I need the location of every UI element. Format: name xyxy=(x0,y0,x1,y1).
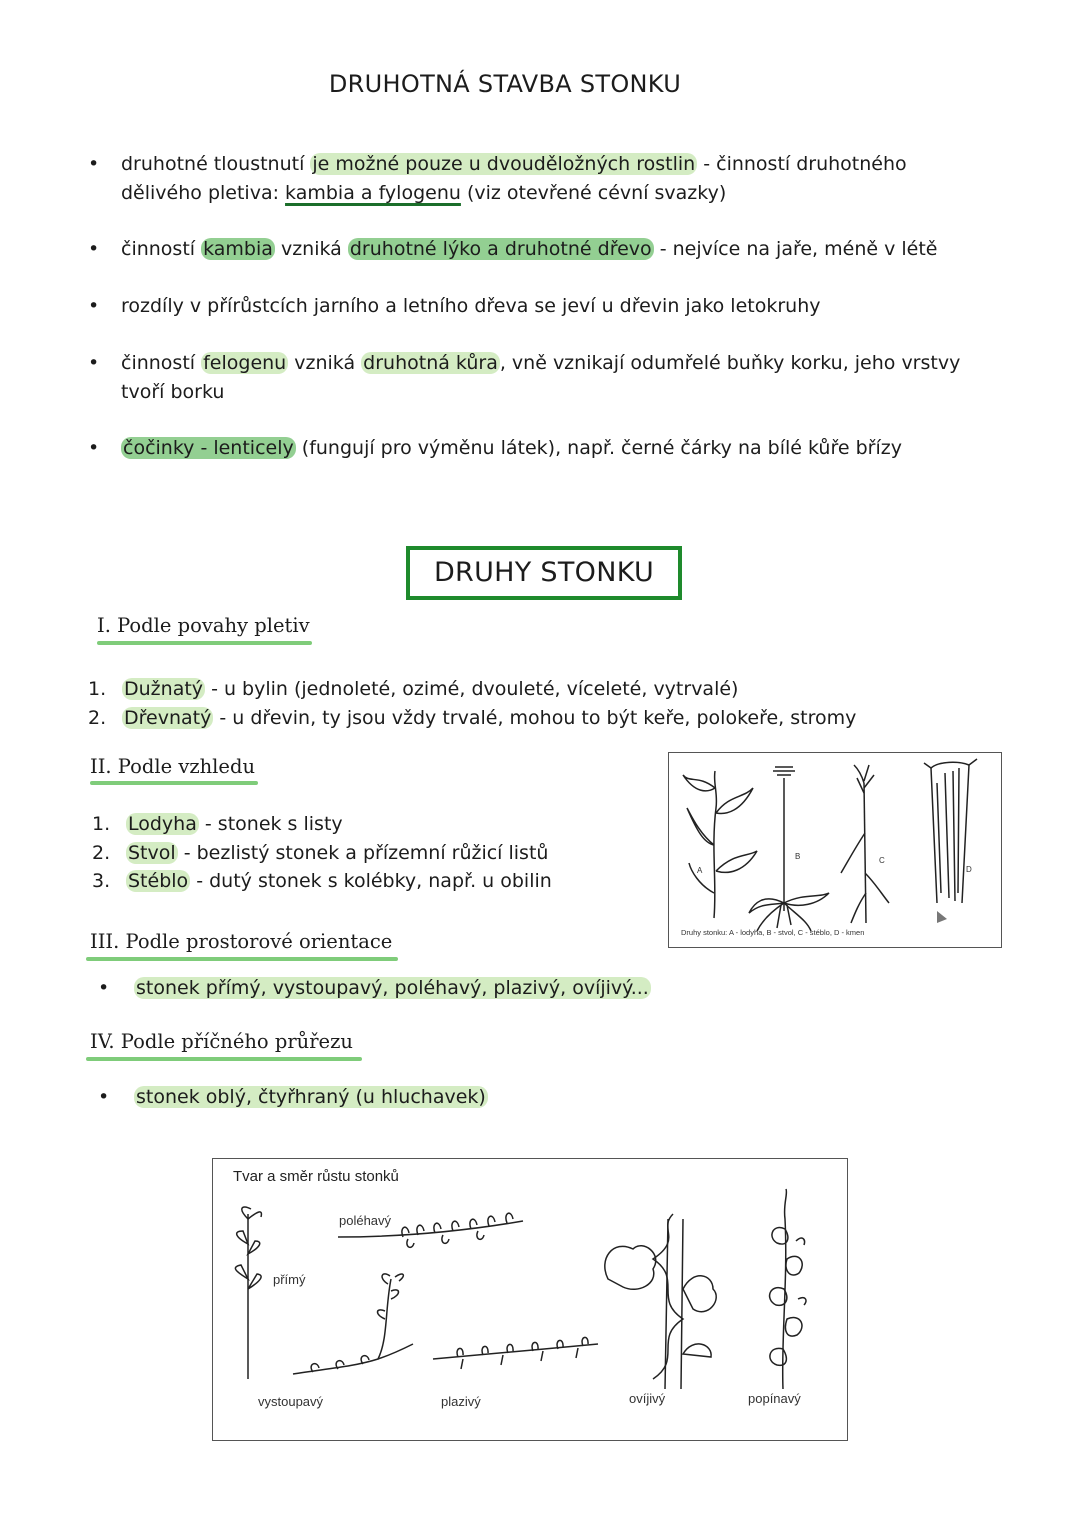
text-segment: , vně vznikají odumřelé buňky korku, jeho vrstvy xyxy=(499,352,961,374)
bullet-dot: • xyxy=(88,352,100,374)
figure-stem-types xyxy=(668,752,1002,948)
stem-types-illustration xyxy=(669,753,1001,947)
bullet-secondary-thickening xyxy=(88,150,1028,208)
growth-direction-illustration xyxy=(213,1159,847,1440)
highlight-druhotna-kura: druhotná kůra xyxy=(363,352,498,374)
text-segment: - nejvíce na jaře, méně v létě xyxy=(653,238,938,260)
heading-appearance: II. Podle vzhledu xyxy=(90,755,255,778)
highlight-lenticely: čočinky - lenticely xyxy=(123,437,294,459)
bullet-cross-section xyxy=(98,1083,1038,1112)
bullet-growth-rings xyxy=(88,292,1028,321)
text-segment: dělivého pletiva: xyxy=(121,182,286,204)
text-segment: vzniká xyxy=(288,352,362,374)
list-item: 3. Stéblo - dutý stonek s kolébky, např. u obilin xyxy=(92,870,552,892)
underline-kambia-fylogenu: kambia a fylogenu xyxy=(285,182,461,204)
bullet-dot: • xyxy=(88,153,100,175)
label-a: A xyxy=(697,866,703,875)
text-segment: tvoří borku xyxy=(121,381,225,403)
heading-orientation: III. Podle prostorové orientace xyxy=(90,930,393,953)
cursor-arrow-icon xyxy=(937,911,947,923)
label-b: B xyxy=(795,852,801,861)
bullet-dot: • xyxy=(98,977,110,999)
bullet-dot: • xyxy=(88,295,100,317)
bullet-phellogen xyxy=(88,349,1028,407)
list-tissue-type xyxy=(88,675,988,732)
list-appearance xyxy=(92,810,652,896)
highlight-orientation: stonek přímý, vystoupavý, poléhavý, plazivý, ovíjivý... xyxy=(136,977,649,999)
highlight-felogenu: felogenu xyxy=(203,352,287,374)
label-d: D xyxy=(966,865,972,874)
label-plazivy: plazivý xyxy=(441,1394,481,1409)
list-item: 1. Lodyha - stonek s listy xyxy=(92,813,343,835)
text-segment: činností xyxy=(121,352,202,374)
text-segment: činností xyxy=(121,238,202,260)
label-ovijivy: ovíjivý xyxy=(629,1391,666,1406)
list-item: 1. Dužnatý - u bylin (jednoleté, ozimé, dvouleté, víceleté, vytrvalé) xyxy=(88,678,739,700)
label-primy: přímý xyxy=(273,1272,306,1287)
term-stvol: Stvol xyxy=(128,841,176,864)
text-segment: - činností druhotného xyxy=(697,153,907,175)
figure-title: Tvar a směr růstu stonků xyxy=(233,1168,399,1185)
section-title-box: DRUHY STONKU xyxy=(406,546,682,600)
bullet-dot: • xyxy=(88,437,100,459)
term-duznaty: Dužnatý xyxy=(124,678,204,700)
text-segment: vzniká xyxy=(274,238,348,260)
figure-caption: Druhy stonku: A - lodyha, B - stvol, C - stéblo, D - kmen xyxy=(681,928,865,937)
page-title: DRUHOTNÁ STAVBA STONKU xyxy=(328,70,682,98)
list-item: 2. Dřevnatý - u dřevin, ty jsou vždy trvalé, mohou to být keře, polokeře, stromy xyxy=(88,706,857,729)
bullet-lenticels xyxy=(88,434,1028,463)
term-lodyha: Lodyha xyxy=(128,813,197,835)
bullet-orientation xyxy=(98,974,1038,1003)
heading-underline xyxy=(97,641,312,645)
term-steblo: Stéblo xyxy=(128,870,189,892)
heading-cross-section: IV. Podle příčného průřezu xyxy=(90,1030,353,1053)
bullet-dot: • xyxy=(88,238,100,260)
text-segment: (fungují pro výměnu látek), např. černé čárky na bílé kůře břízy xyxy=(295,437,902,459)
highlight-kambia: kambia xyxy=(203,238,273,260)
label-vystoupavy: vystoupavý xyxy=(258,1394,324,1409)
label-c: C xyxy=(879,856,885,865)
highlight-phloem-xylem: druhotné lýko a druhotné dřevo xyxy=(349,238,652,260)
term-drevnaty: Dřevnatý xyxy=(124,706,212,729)
highlight-dicots: je možné pouze u dvouděložných rostlin xyxy=(312,153,696,175)
figure-growth-direction xyxy=(212,1158,848,1441)
highlight-cross-section: stonek oblý, čtyřhraný (u hluchavek) xyxy=(136,1086,486,1108)
bullet-dot: • xyxy=(98,1086,110,1108)
bullet-cambium xyxy=(88,235,1028,264)
text-segment: rozdíly v přírůstcích jarního a letního dřeva se jeví u dřevin jako letokruhy xyxy=(121,295,821,317)
label-polehavy: poléhavý xyxy=(339,1213,392,1228)
heading-tissue-type: I. Podle povahy pletiv xyxy=(97,614,310,637)
heading-underline xyxy=(86,957,398,961)
heading-underline xyxy=(86,1057,362,1061)
list-item: 2. Stvol - bezlistý stonek a přízemní růžicí listů xyxy=(92,841,549,864)
text-segment: druhotné tloustnutí xyxy=(121,153,311,175)
label-popinavy: popínavý xyxy=(748,1391,801,1406)
text-segment: (viz otevřené cévní svazky) xyxy=(460,182,727,204)
heading-underline xyxy=(90,781,258,785)
